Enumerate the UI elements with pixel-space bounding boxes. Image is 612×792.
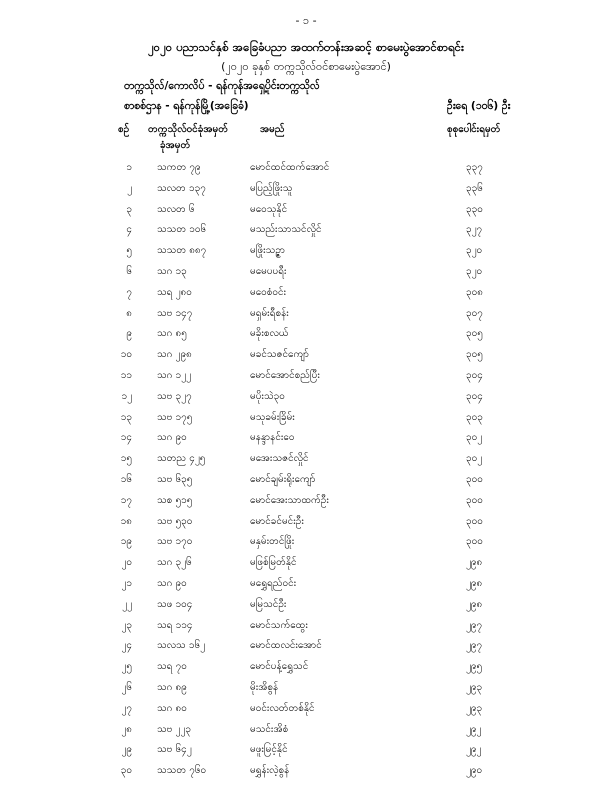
student-name: မောင်ထလင်းအောင် <box>250 640 322 652</box>
total-mark: ၃၃၇ <box>466 162 483 173</box>
row-number: ၃ <box>126 203 132 215</box>
total-mark: ၂၉၀ <box>466 765 483 777</box>
roll-number: သလသ ၁၆၂ <box>157 640 206 652</box>
total-mark: ၃၀၂ <box>466 432 483 444</box>
roll-number: သတည ၄၂၅ <box>157 453 206 465</box>
roll-number: သဂ ၈၅ <box>157 328 187 340</box>
total-mark: ၂၉၇ <box>466 619 483 631</box>
result-row <box>0 389 612 410</box>
result-row <box>0 160 612 181</box>
row-number: ၁ <box>126 162 132 173</box>
roll-number: သဗ ၁၇၅ <box>157 411 193 423</box>
total-mark: ၃၂၀ <box>466 245 483 257</box>
student-name: မခိုးစလယ် <box>250 328 289 340</box>
student-name: မအေးသဇင်လှိုင် <box>250 453 309 465</box>
result-row <box>0 659 612 680</box>
result-row <box>0 618 612 639</box>
roll-number: သဗ ၆၃၅ <box>157 474 193 485</box>
header-roll-sub: ခုံအမှတ် <box>160 140 191 151</box>
row-number: ၂၈ <box>121 723 132 735</box>
total-count: ဦးရေ (၁၀၆) ဦး <box>447 100 511 112</box>
total-mark: ၂၉၈ <box>466 557 483 569</box>
row-number: ၄ <box>126 224 132 236</box>
student-name: မောင်အေးသာထက်ဦး <box>250 494 329 506</box>
row-number: ၈ <box>126 307 132 319</box>
roll-number: သသတ ၇၆၀ <box>157 765 207 777</box>
document-title: ၂၀၂၀ ပညာသင်နှစ် အခြေခံပညာ အထက်တန်းအဆင့် စာမေးပွဲအောင်စာရင်း <box>148 40 464 54</box>
row-number: ၂၄ <box>121 640 132 652</box>
student-name: မဖြိုးသဥ္ဇာ <box>250 245 285 257</box>
roll-number: သကတ ၇၉ <box>157 162 201 173</box>
total-mark: ၃၂၀ <box>466 266 483 277</box>
roll-number: သဗ ၃၂၇ <box>157 390 192 402</box>
roll-number: သဗ ၁၄၇ <box>157 307 193 319</box>
total-mark: ၃၀၅ <box>466 349 483 361</box>
student-name: မသည်းသာသင်လှိုင် <box>250 224 322 236</box>
row-number: ၁၈ <box>120 515 132 527</box>
student-name: မဝေသုနိုင် <box>250 203 288 215</box>
roll-number: သသတ ၁၀၆ <box>157 224 207 236</box>
roll-number: သဂ ၉၀ <box>157 578 187 589</box>
row-number: ၂၁ <box>121 578 132 589</box>
student-name: မောင်ပန့်ရွှေသင် <box>250 661 309 673</box>
row-number: ၉ <box>126 328 132 340</box>
row-number: ၂၅ <box>121 661 132 673</box>
result-row <box>0 451 612 472</box>
row-number: ၁၂ <box>121 390 132 402</box>
result-row <box>0 680 612 701</box>
row-number: ၁၁ <box>120 370 132 381</box>
total-mark: ၂၉၃ <box>466 682 483 693</box>
student-name: မောင်အောင်စည်ပြီး <box>250 370 320 381</box>
result-row <box>0 763 612 784</box>
roll-number: သရ ၁၁၄ <box>157 619 193 631</box>
row-number: ၂၃ <box>121 619 132 631</box>
total-mark: ၃၀၀ <box>466 515 483 527</box>
total-mark: ၃၀၀ <box>466 494 483 506</box>
total-mark: ၃၀၃ <box>466 411 483 423</box>
exam-center-label: စာစစ်ဌာန - ရန်ကုန်မြို့(အခြေခံ) <box>124 100 249 112</box>
student-name: မောင်ထင်ထက်အောင် <box>250 162 330 173</box>
roll-number: သဗ ၆၄၂ <box>157 744 192 756</box>
header-no: စဉ် <box>118 124 130 135</box>
student-name: မရွှန်းလဲ့စွန် <box>250 765 290 777</box>
student-name: မနန္ဒာနင်းဝေ <box>250 432 295 444</box>
total-mark: ၂၉၇ <box>466 640 483 652</box>
row-number: ၁၄ <box>120 432 132 444</box>
roll-number: သဗ ၂၂၃ <box>157 723 192 735</box>
row-number: ၆ <box>126 266 132 277</box>
roll-number: သဂ ၂၉၈ <box>157 349 192 361</box>
total-mark: ၂၉၈ <box>466 578 483 589</box>
result-row <box>0 742 612 763</box>
row-number: ၂၂ <box>122 598 132 610</box>
roll-number: သဂ ၈၉ <box>157 682 187 693</box>
result-row <box>0 638 612 659</box>
total-mark: ၃၀၅ <box>466 328 483 340</box>
result-row <box>0 472 612 493</box>
total-mark: ၃၀၄ <box>466 370 483 381</box>
student-name: မရွှေရည်ဝင်း <box>250 578 297 589</box>
roll-number: သဂ ၁၃ <box>157 266 187 277</box>
total-mark: ၃၀၀ <box>466 536 483 548</box>
student-name: မမြသင်ဦး <box>250 598 287 610</box>
row-number: ၂၉ <box>121 744 132 756</box>
student-name: မဖြစ်မြတ်နိုင် <box>250 557 297 569</box>
result-row <box>0 347 612 368</box>
student-name: မောင်ချမ်းရိုးကျော် <box>250 474 316 485</box>
roll-number: သရ ၇၀ <box>157 661 187 673</box>
total-mark: ၂၉၈ <box>466 598 483 610</box>
student-name: မဝေစံဝင်း <box>250 286 287 298</box>
row-number: ၅ <box>126 245 132 257</box>
total-mark: ၃၃၀ <box>466 203 483 215</box>
result-row <box>0 326 612 347</box>
student-name: မဖူးမြင့်နိုင် <box>250 744 288 756</box>
result-row <box>0 202 612 223</box>
row-number: ၁၇ <box>120 494 132 506</box>
student-name: မခင်သဇင်ကျော် <box>250 349 309 361</box>
roll-number: သလတ ၁၃၇ <box>157 182 206 194</box>
result-row <box>0 597 612 618</box>
total-mark: ၃၀၈ <box>466 286 483 298</box>
student-name: မောင်ခင်မင်းဦး <box>250 515 304 527</box>
roll-number: သဂ ၃၂၆ <box>157 557 192 569</box>
university-label: တက္ကသိုလ်/ကောလိပ် - ရန်ကုန်အရှေ့ပိုင်းတက္ကသိုလ် <box>124 80 320 92</box>
total-mark: ၂၉၃ <box>466 702 483 714</box>
result-row <box>0 701 612 722</box>
result-row <box>0 264 612 285</box>
result-row <box>0 368 612 389</box>
roll-number: သစ ၅၁၅ <box>157 494 193 506</box>
row-number: ၁၅ <box>120 453 132 465</box>
roll-number: သဗ ၁၇၀ <box>157 536 193 548</box>
student-name: မောင်သက်ထွေး <box>250 619 308 631</box>
header-name: အမည် <box>260 124 285 135</box>
roll-number: သဂ ၁၂၂ <box>157 370 192 381</box>
total-mark: ၃၀၄ <box>466 390 483 402</box>
student-name: မိုးအိစွန် <box>250 682 279 693</box>
result-row <box>0 410 612 431</box>
result-row <box>0 243 612 264</box>
result-row <box>0 576 612 597</box>
result-row <box>0 493 612 514</box>
total-mark: ၂၉၂ <box>466 723 482 735</box>
student-name: မနှမ်းတင်ဖြိုး <box>250 536 295 548</box>
total-mark: ၃၀၇ <box>466 307 483 319</box>
student-name: မပြည့်ဖြိုးသူ <box>250 182 293 194</box>
result-row <box>0 181 612 202</box>
row-number: ၂၆ <box>121 682 132 693</box>
result-row <box>0 722 612 743</box>
result-row <box>0 222 612 243</box>
roll-number: သဂ ၉၀ <box>157 432 187 444</box>
row-number: ၁၃ <box>120 411 132 423</box>
roll-number: သဖ ၁၀၄ <box>157 598 193 610</box>
student-name: မရှမ်းရီစန်း <box>250 307 289 319</box>
student-name: မပိုးသဲ၃၀ <box>250 390 285 402</box>
student-name: မဝင်းလတ်တစ်နိုင် <box>250 702 315 714</box>
row-number: ၂၀ <box>121 557 132 569</box>
total-mark: ၃၃၆ <box>466 182 483 194</box>
header-roll: တက္ကသိုလ်ဝင်ခုံအမှတ် <box>148 124 228 135</box>
result-row <box>0 306 612 327</box>
document-subtitle: (၂၀၂၀ ခုနှစ် တက္ကသိုလ်ဝင်စာမေးပွဲအောင်) <box>221 60 391 73</box>
row-number: ၃၀ <box>120 765 132 777</box>
result-row <box>0 514 612 535</box>
result-row <box>0 285 612 306</box>
header-mark: စုစုပေါင်းရမှတ် <box>447 124 501 135</box>
total-mark: ၂၉၂ <box>466 744 482 756</box>
result-row <box>0 555 612 576</box>
student-name: မမေပပရီး <box>250 266 287 277</box>
row-number: ၁၆ <box>120 474 132 485</box>
total-mark: ၃၀၀ <box>466 474 483 485</box>
total-mark: ၃၀၂ <box>466 453 483 465</box>
page-number: - ၁ - <box>295 14 317 27</box>
result-row <box>0 430 612 451</box>
row-number: ၂ <box>127 182 132 194</box>
roll-number: သသတ ၈၈၇ <box>157 245 207 257</box>
roll-number: သဂ ၈၀ <box>157 702 187 714</box>
row-number: ၂၇ <box>121 702 132 714</box>
total-mark: ၃၂၇ <box>466 224 483 236</box>
student-name: မသုခမ်းခြိမ်း <box>250 411 295 423</box>
result-row <box>0 534 612 555</box>
roll-number: သလတ ၆ <box>157 203 195 215</box>
row-number: ၁၀ <box>120 349 132 361</box>
roll-number: သဗ ၅၃၀ <box>157 515 193 527</box>
row-number: ၁၉ <box>120 536 132 548</box>
row-number: ၇ <box>126 286 132 298</box>
roll-number: သရ ၂၈၀ <box>157 286 192 298</box>
student-name: မသင်းအိစံ <box>250 723 289 735</box>
total-mark: ၂၉၅ <box>466 661 483 673</box>
